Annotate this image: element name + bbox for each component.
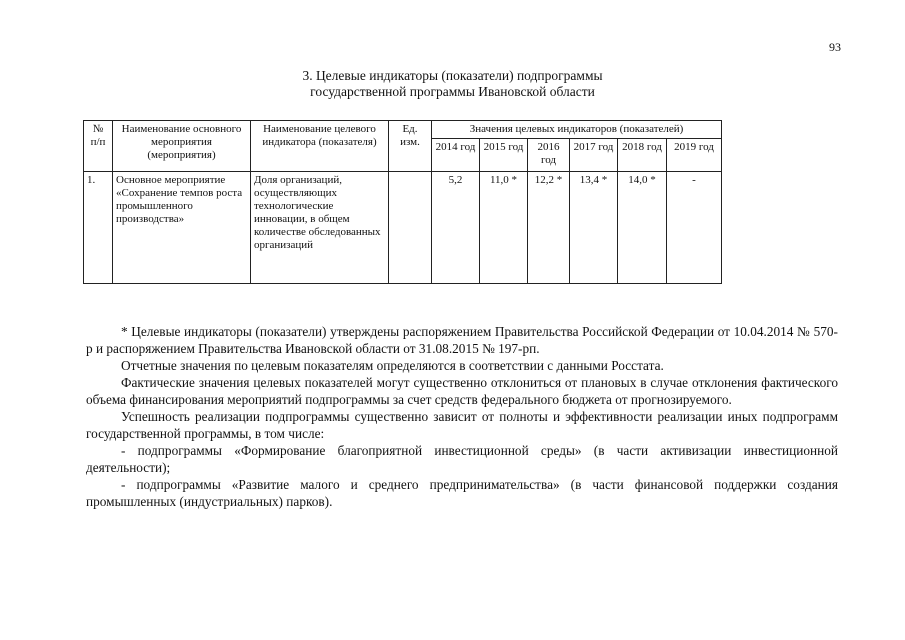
header-year: 2019 год (667, 139, 722, 172)
cell-value: 13,4 * (570, 172, 618, 284)
cell-value: 5,2 (432, 172, 480, 284)
page-number: 93 (829, 40, 841, 54)
section-title (0, 68, 905, 100)
header-unit: Ед. изм. (389, 121, 432, 172)
footnote-paragraph: * Целевые индикаторы (показатели) утверждены распоряжением Правительства Российской Федерации от 10.04.2014 № 570-р и распоряжением Правительства Ивановской области от 31.08.2015 № 197-рп. (86, 324, 838, 356)
body-paragraph: Успешность реализации подпрограммы существенно зависит от полноты и эффективности реализации иных подпрограмм государственной программы, в том числе: (86, 409, 838, 441)
header-year: 2014 год (432, 139, 480, 172)
header-year: 2015 год (480, 139, 528, 172)
header-values-group: Значения целевых индикаторов (показателей) (432, 121, 722, 139)
cell-event: Основное мероприятие «Сохранение темпов роста промышленного производства» (113, 172, 251, 284)
header-indicator: Наименование целевого индикатора (показателя) (251, 121, 389, 172)
body-text (86, 323, 838, 510)
list-item: - подпрограммы «Развитие малого и среднего предпринимательства» (в части финансовой поддержки создания промышленных (индустриальных) парков). (86, 477, 838, 509)
body-paragraph: Отчетные значения по целевым показателям определяются в соответствии с данными Росстата. (121, 358, 664, 373)
table-header-row (84, 121, 722, 139)
header-year: 2016 год (528, 139, 570, 172)
cell-value: 12,2 * (528, 172, 570, 284)
list-item: - подпрограммы «Формирование благоприятной инвестиционной среды» (в части активизации инвестиционной деятельности); (86, 443, 838, 475)
header-event: Наименование основного мероприятия (мероприятия) (113, 121, 251, 172)
indicators-table (83, 120, 722, 284)
section-title-line-1: 3. Целевые индикаторы (показатели) подпрограммы (302, 68, 603, 83)
cell-num: 1. (84, 172, 113, 284)
table-row (84, 172, 722, 284)
cell-indicator: Доля организаций, осуществляющих технологические инновации, в общем количестве обследованных организаций (251, 172, 389, 284)
cell-value: 14,0 * (618, 172, 667, 284)
header-num: № п/п (84, 121, 113, 172)
cell-value: - (667, 172, 722, 284)
header-year: 2018 год (618, 139, 667, 172)
header-year: 2017 год (570, 139, 618, 172)
body-paragraph: Фактические значения целевых показателей могут существенно отклониться от плановых в случае отклонения фактического объема финансирования мероприятий подпрограммы за счет средств федерального бюджета от прогнозируемого. (86, 375, 838, 407)
cell-value: 11,0 * (480, 172, 528, 284)
cell-unit (389, 172, 432, 284)
section-title-line-2: государственной программы Ивановской области (310, 84, 595, 99)
